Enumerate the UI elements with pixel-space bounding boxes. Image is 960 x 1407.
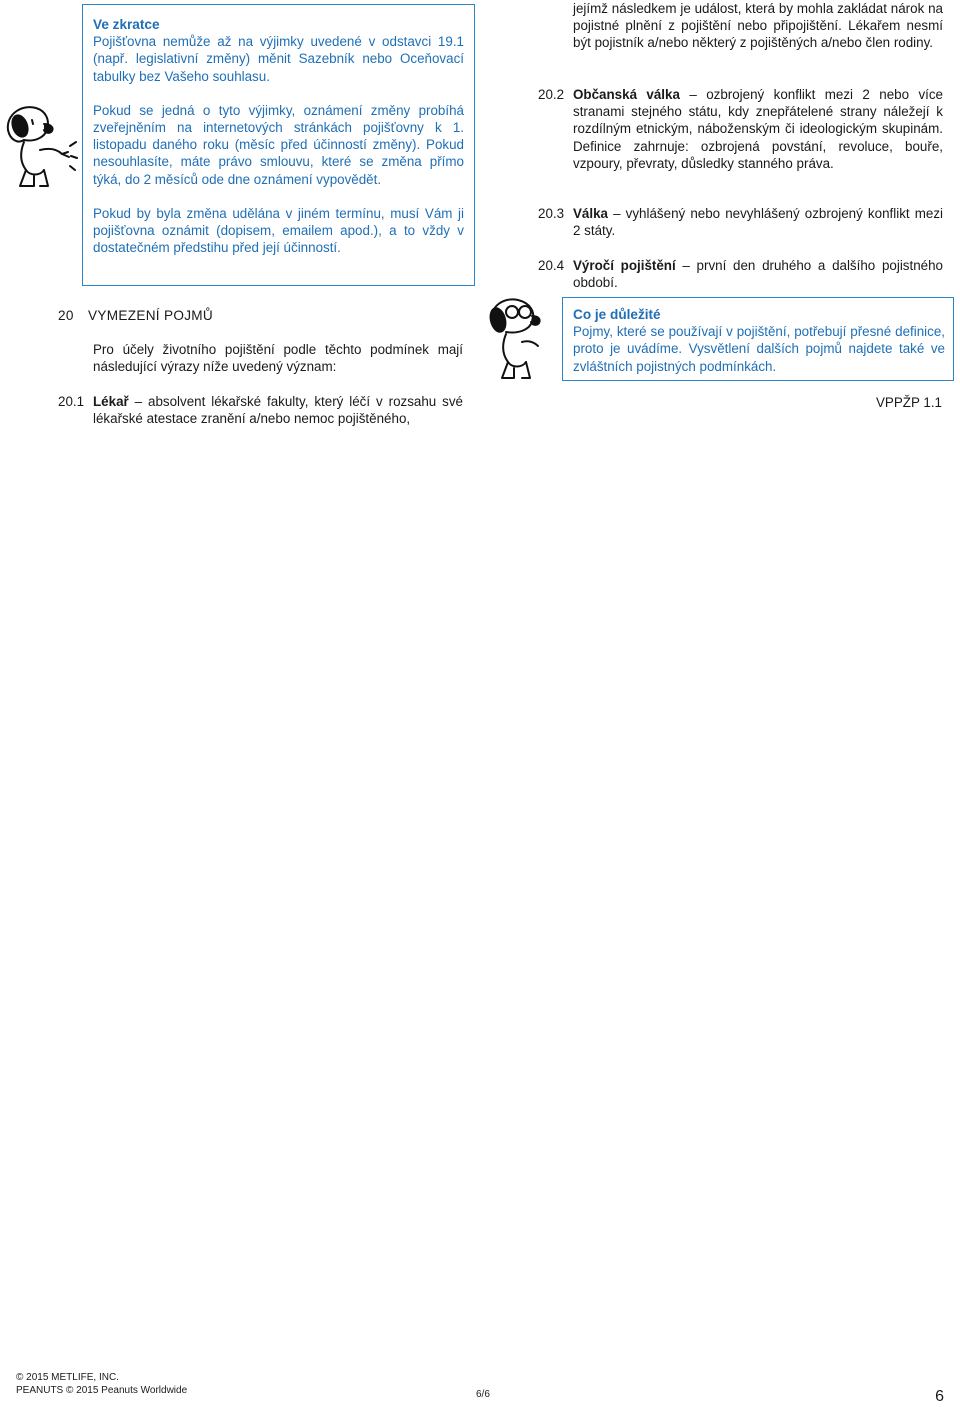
- summary-callout-paragraph-1: Pojišťovna nemůže až na výjimky uvedené v odstavci 19.1 (např. legislativní změny) měnit Sazebník nebo Oceňovací tabulky bez Vašeho souhlasu.: [93, 34, 464, 84]
- definition-term: Lékař: [93, 394, 129, 409]
- footer-copyright-metlife: © 2015 METLIFE, INC.: [16, 1372, 119, 1383]
- section-intro: Pro účely životního pojištění podle těchto podmínek mají následující výrazy níže uvedený význam:: [93, 342, 463, 375]
- section-number: 20: [58, 308, 74, 323]
- document-code: VPPŽP 1.1: [876, 395, 942, 410]
- important-callout-box: [562, 297, 954, 381]
- definition-term: Výročí pojištění: [573, 258, 676, 273]
- definition-body: [573, 86, 943, 172]
- summary-callout-title: Ve zkratce: [93, 17, 160, 32]
- summary-callout-paragraph-2: Pokud se jedná o tyto výjimky, oznámení změny probíhá zveřejněním na internetových stránkách pojišťovny k 1. listopadu daného roku (měsíc před účinností změny). Pokud nesouhlasíte, máte právo smlouvu, které se změna přímo týká, do 2 měsíců ode dne oznámení vypovědět.: [93, 102, 464, 187]
- definition-text: – první den druhého a dalšího pojistného období.: [573, 258, 943, 291]
- section-title: VYMEZENÍ POJMŮ: [88, 308, 214, 323]
- definition-text: – ozbrojený konflikt mezi 2 nebo více stranami stejného státu, kdy znepřátelené strany náležejí k rozdílným etnickým, náboženským či ideologickým skupinám. Definice zahrnuje: ozbrojená povstání, revoluce, bouře, vzpoury, převraty, důsledky stanného práva.: [573, 87, 944, 171]
- snoopy-glasses-illustration: [484, 294, 548, 384]
- definition-body: [573, 205, 943, 239]
- important-callout-text: Pojmy, které se používají v pojištění, potřebují přesné definice, proto je uvádíme. Vysvětlení dalších pojmů najdete také ve zvláštních pojistných podmínkách.: [573, 324, 945, 374]
- definition-text: – absolvent lékařské fakulty, který léčí v rozsahu své lékařské atestace zranění a/nebo nemoc pojištěného,: [93, 394, 463, 427]
- definition-body: [93, 393, 463, 427]
- summary-callout-paragraph-3: Pokud by byla změna udělána v jiném termínu, musí Vám ji pojišťovna oznámit (dopisem, emailem apod.), a to vždy v dostatečném předstihu před její účinností.: [93, 205, 464, 256]
- definition-number: 20.1: [58, 394, 85, 409]
- definition-number: 20.3: [538, 206, 565, 221]
- summary-callout-box: [82, 4, 475, 286]
- section-heading: [58, 307, 458, 324]
- definition-term: Válka: [573, 206, 608, 221]
- definition-number: 20.2: [538, 87, 565, 102]
- definition-20-1-continued: jejímž následkem je událost, která by mohla zakládat nárok na pojistné plnění z pojištění nebo připojištění. Lékařem nesmí být pojistník a/nebo některý z pojištěných a/nebo člen rodiny.: [573, 1, 943, 51]
- definition-term: Občanská válka: [573, 87, 680, 102]
- snoopy-pointing-illustration: [0, 100, 78, 196]
- important-callout-title: Co je důležité: [573, 307, 661, 322]
- footer-copyright-peanuts: PEANUTS © 2015 Peanuts Worldwide: [16, 1385, 188, 1396]
- definition-text: – vyhlášený nebo nevyhlášený ozbrojený konflikt mezi 2 státy.: [573, 206, 943, 239]
- definition-number: 20.4: [538, 258, 565, 273]
- footer-page-fraction: 6/6: [476, 1389, 490, 1400]
- page-number: 6: [935, 1388, 944, 1405]
- definition-body: [573, 257, 943, 291]
